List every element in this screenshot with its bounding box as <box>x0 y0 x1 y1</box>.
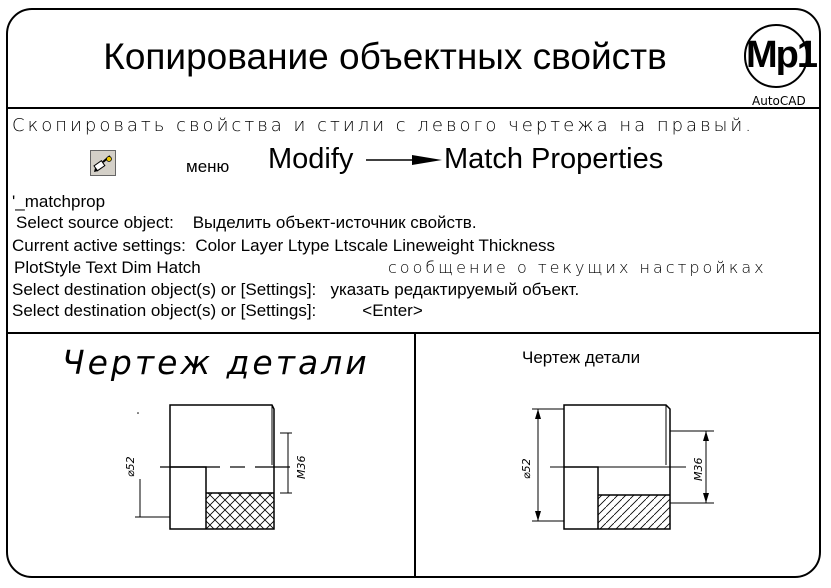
menu-item-modify: Modify <box>268 143 354 175</box>
left-diameter-label: ⌀52 <box>124 456 137 477</box>
right-thread-label: M36 <box>692 457 705 481</box>
badge-subtitle: AutoCAD <box>752 94 806 108</box>
command-line-2: Select source object: Выделить объект-источник свойств. <box>16 213 477 232</box>
command-line-1: '_matchprop <box>12 192 106 211</box>
divider-header <box>7 107 820 109</box>
menu-arrow-icon <box>366 153 444 167</box>
sheet-badge: Mp1 <box>744 24 808 88</box>
command-line-4: PlotStyle Text Dim Hatch <box>14 258 201 277</box>
match-properties-button[interactable] <box>90 150 116 176</box>
right-diameter-label: ⌀52 <box>520 458 533 479</box>
menu-item-match-properties: Match Properties <box>444 143 664 175</box>
divider-drawings-vertical <box>414 333 416 577</box>
command-line-6: Select destination object(s) or [Settings]: <Enter> <box>12 301 423 320</box>
left-drawing-caption: Чертеж детали <box>62 343 370 382</box>
left-thread-label: M36 <box>295 455 308 479</box>
paintbrush-icon <box>91 151 115 175</box>
page-title: Копирование объектных свойств <box>103 36 667 77</box>
menu-word: меню <box>186 157 230 176</box>
command-line-5: Select destination object(s) or [Settings]: указать редактируемый объект. <box>12 280 580 299</box>
right-drawing-caption: Чертеж детали <box>522 348 641 367</box>
settings-note: сообщение о текущих настройках <box>388 258 767 277</box>
command-line-3: Current active settings: Color Layer Ltype Ltscale Lineweight Thickness <box>12 236 556 255</box>
left-part-drawing <box>120 395 380 545</box>
intro-text: Скопировать свойства и стили с левого чертежа на правый. <box>12 115 754 136</box>
right-part-drawing <box>510 395 750 545</box>
